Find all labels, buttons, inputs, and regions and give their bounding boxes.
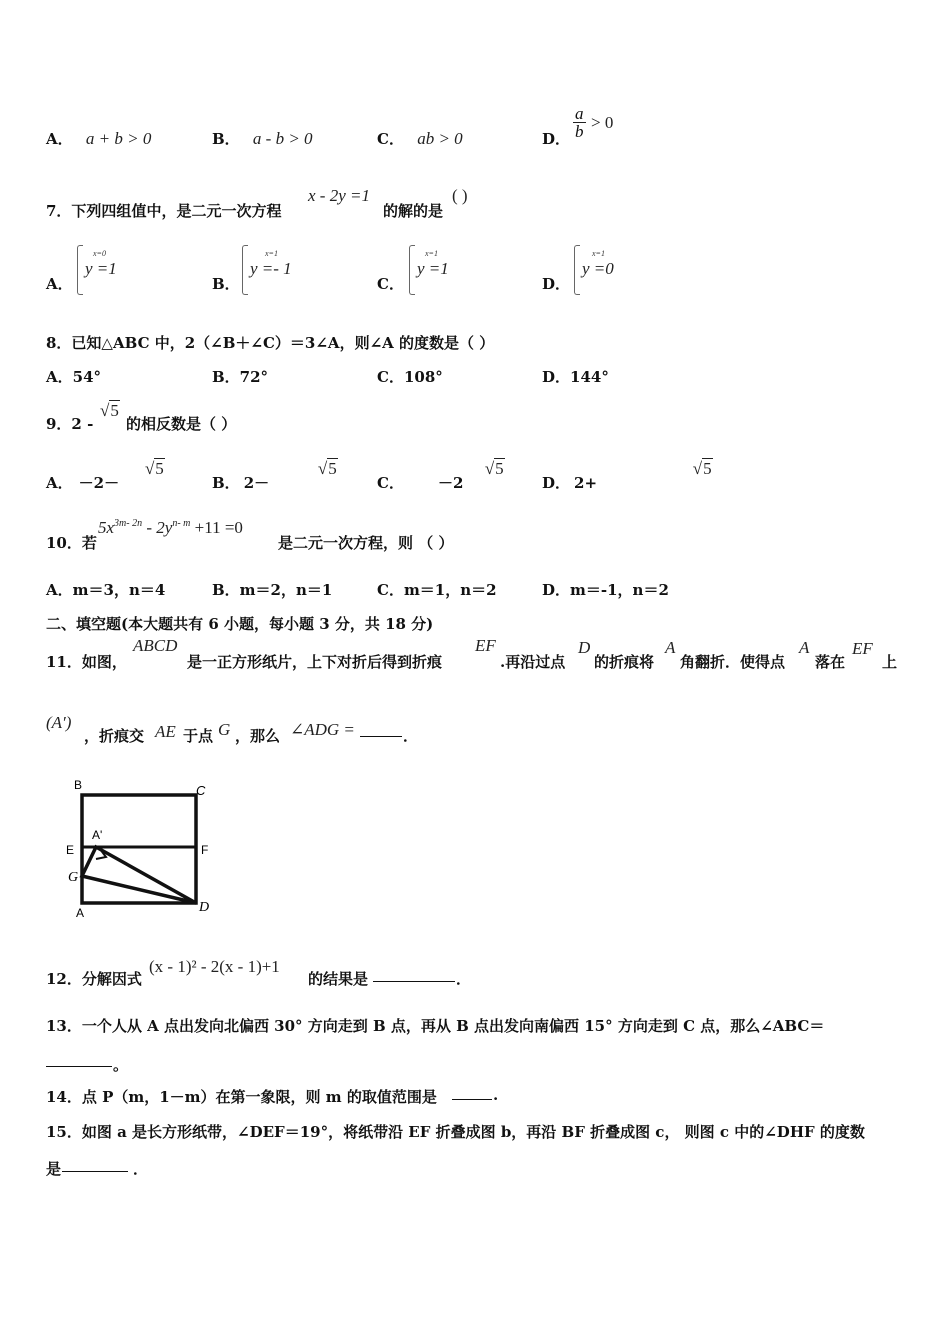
q6-option-c: C． ab > 0 [377, 129, 463, 148]
q9-option-b-radical: √5 [317, 459, 337, 478]
q6-option-a-expr: a + b > 0 [85, 129, 152, 148]
q8-option-b: B．72° [212, 368, 269, 386]
q15-text-line2: 是 [46, 1160, 62, 1178]
q11-text-9: 于点 [183, 727, 214, 745]
q9-option-c-post: －2 [438, 474, 464, 492]
q8-option-c: C．108° [377, 368, 443, 386]
q10-stem-pre: 10．若 [46, 534, 97, 552]
q11-text-10: ，那么 [235, 727, 281, 745]
q14-text-end: . [493, 1086, 499, 1104]
figure-label-f: F [201, 843, 209, 857]
q7-stem-post: 的解的是 [383, 202, 444, 220]
q9-option-c-label: C． [377, 474, 404, 492]
q14-text: 14．点 P（m，1－m）在第一象限，则 m 的取值范围是 [46, 1088, 437, 1106]
q11-text-2: 是一正方形纸片，上下对折后得到折痕 [187, 653, 443, 671]
q11-text-8: ，折痕交 [84, 727, 145, 745]
q12-text-pre: 12．分解因式 [46, 970, 142, 988]
q11-text-7: 上 [882, 653, 898, 671]
q7-option-a-top: x=0 [93, 249, 106, 258]
q11-figure [60, 775, 230, 925]
q11-text-4: 的折痕将 [594, 653, 655, 671]
q11-text-1: 11．如图， [46, 653, 127, 671]
q11-text-3: .再沿过点 [500, 653, 566, 671]
q7-option-d-brace [574, 245, 580, 295]
q6-option-b: B． a - b > 0 [212, 129, 313, 148]
figure-label-c: C [196, 783, 206, 798]
q7-option-b-bottom: y =- 1 [250, 259, 292, 278]
figure-label-a-prime: A' [92, 828, 103, 842]
q8-option-d: D．144° [542, 368, 609, 386]
q15-text-line1: 15．如图 a 是长方形纸带，∠DEF＝19°，将纸带沿 EF 折叠成图 b，再沿 BF 折叠成图 c， 则图 c 中的∠DHF 的度数 [46, 1123, 865, 1141]
q7-option-d-bottom: y =0 [582, 259, 614, 278]
q10-option-a: A．m＝3，n＝4 [46, 581, 166, 599]
q7-option-a-bottom: y =1 [85, 259, 117, 278]
q11-answer-blank [360, 736, 402, 737]
q10-option-b: B．m＝2，n＝1 [212, 581, 333, 599]
q11-math-abcd: ABCD [133, 636, 178, 655]
q9-option-b: B． 2－ [212, 474, 270, 492]
figure-label-a: A [76, 906, 85, 920]
q7-option-d-label: D． [542, 275, 571, 293]
q13-text-line1: 13．一个人从 A 点出发向北偏西 30° 方向走到 B 点，再从 B 点出发向南偏西 15° 方向走到 C 点，那么∠ABC＝ [46, 1017, 825, 1035]
q9-radical: √5 [100, 401, 119, 420]
q7-option-c-label: C． [377, 275, 404, 293]
figure-label-g: G [68, 870, 79, 885]
q7-option-a-brace [77, 245, 83, 295]
q11-math-ae: AE [155, 722, 176, 741]
q7-option-a-label: A． [46, 275, 73, 293]
q11-math-d: D [578, 638, 591, 657]
q13-answer-blank [46, 1066, 112, 1067]
q11-text-5: 角翻折．使得点 [680, 653, 786, 671]
q7-option-d-top: x=1 [592, 249, 605, 258]
q13-text-end: 。 [113, 1056, 129, 1074]
q7-option-c-bottom: y =1 [417, 259, 449, 278]
q15-answer-blank [62, 1171, 128, 1172]
q11-math-a2: A [799, 638, 810, 657]
figure-label-e: E [66, 843, 75, 857]
q11-math-angle-adg: ∠ADG = [290, 720, 355, 739]
q7-option-c-top: x=1 [425, 249, 438, 258]
q11-math-a-prime: (A′) [46, 713, 72, 732]
q8-stem: 8．已知△ABC 中，2（∠B＋∠C）＝3∠A，则∠A 的度数是（ ） [46, 334, 495, 352]
q12-expression: (x - 1)² - 2(x - 1)+1 [149, 957, 280, 976]
q9-option-d: D． 2+ [542, 474, 598, 492]
q6-option-d-rel: > 0 [591, 113, 614, 132]
q7-equation: x - 2y =1 [308, 186, 370, 205]
q8-option-a: A．54° [46, 368, 102, 386]
q11-text-6: 落在 [815, 653, 846, 671]
q6-option-d-fraction: $\frac{a}{b}$ [575, 104, 584, 141]
q9-option-d-radical: √5 [692, 459, 712, 478]
q10-option-d: D．m＝-1，n＝2 [542, 581, 669, 599]
q6-option-c-expr: ab > 0 [417, 129, 463, 148]
q9-option-a: A． －2－ [46, 474, 120, 492]
q9-option-c-radical: √5 [484, 459, 504, 478]
q11-text-11: ． [403, 727, 419, 745]
q7-option-b-top: x=1 [265, 249, 278, 258]
q12-text-post: 的结果是 [308, 970, 369, 988]
q7-option-b-brace [242, 245, 248, 295]
q12-answer-blank [373, 981, 455, 982]
q7-answer-paren: ( ) [452, 186, 468, 205]
q12-text-end: ． [456, 970, 472, 988]
figure-label-d: D [199, 900, 210, 915]
q7-option-b-label: B． [212, 275, 240, 293]
q6-option-a: A． a + b > 0 [46, 129, 152, 148]
figure-label-b: B [74, 778, 83, 792]
q11-math-ef: EF [475, 636, 496, 655]
q9-stem-post: 的相反数是（ ） [126, 415, 237, 433]
q15-text-end: ． [133, 1160, 149, 1178]
q14-answer-blank [452, 1099, 492, 1100]
figure-fold-triangle [82, 847, 196, 903]
q11-math-a: A [665, 638, 676, 657]
q6-option-d: D． [542, 130, 571, 148]
q7-option-c-brace [409, 245, 415, 295]
q9-stem-pre: 9．2 - [46, 415, 94, 433]
q10-stem-post: 是二元一次方程，则 （ ） [278, 534, 454, 552]
q11-math-ef2: EF [852, 639, 873, 658]
q10-equation: $5x^{3m- 2n} - 2y^{n- m} +11 =0$ [98, 518, 243, 537]
q7-stem-pre: 7．下列四组值中，是二元一次方程 [46, 202, 282, 220]
q10-option-c: C．m＝1，n＝2 [377, 581, 497, 599]
q9-option-a-radical: √5 [144, 459, 164, 478]
q6-option-b-expr: a - b > 0 [252, 129, 313, 148]
section-title-fill-in: 二、填空题(本大题共有 6 小题，每小题 3 分，共 18 分) [46, 615, 434, 633]
q11-math-g: G [218, 720, 231, 739]
